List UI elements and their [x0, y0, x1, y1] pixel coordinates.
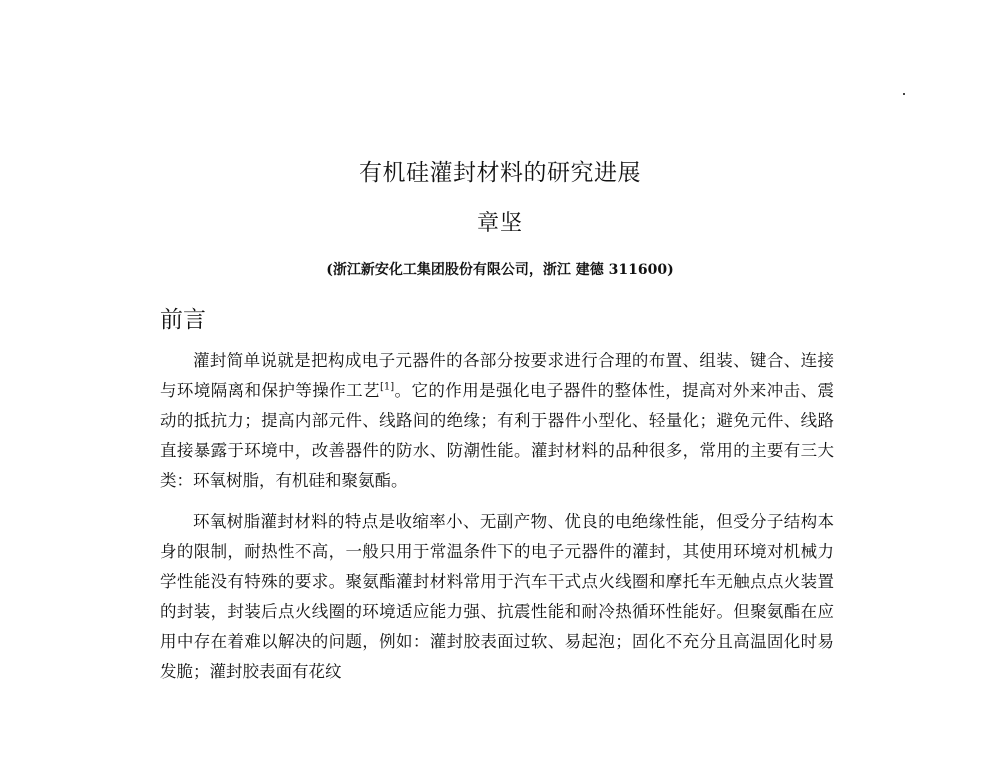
- paragraph-1-text-a: 灌封简单说就是把构成电子元器件的各部分按要求进行合理的布置、组装、键合、连接与环境隔离和保护等操作工艺: [160, 351, 834, 400]
- section-heading-preface: 前言: [160, 307, 206, 333]
- scan-speck: [903, 93, 905, 95]
- paragraph-1-text-b: 。它的作用是强化电子器件的整体性，提高对外来冲击、震动的抵抗力；提高内部元件、线路间的绝缘；有利于器件小型化、轻量化；避免元件、线路直接暴露于环境中，改善器件的防水、防潮性能。灌封材料的品种很多，常用的主要有三大类：环氧树脂，有机硅和聚氨酯。: [160, 381, 835, 490]
- author-affiliation: (浙江新安化工集团股份有限公司，浙江 建德 311600): [326, 262, 674, 278]
- paragraph-1: [160, 346, 834, 496]
- body-text: [160, 346, 834, 687]
- paragraph-2: 环氧树脂灌封材料的特点是收缩率小、无副产物、优良的电绝缘性能，但受分子结构本身的限制，耐热性不高，一般只用于常温条件下的电子元器件的灌封，其使用环境对机械力学性能没有特殊的要求。聚氨酯灌封材料常用于汽车干式点火线圈和摩托车无触点点火装置的封装，封装后点火线圈的环境适应能力强、抗震性能和耐冷热循环性能好。但聚氨酯在应用中存在着难以解决的问题，例如：灌封胶表面过软、易起泡；固化不充分且高温固化时易发脆；灌封胶表面有花纹: [160, 512, 834, 681]
- author-name: 章坚: [476, 211, 523, 236]
- citation-ref: [1]: [379, 381, 395, 393]
- paper-title: 有机硅灌封材料的研究进展: [359, 160, 641, 186]
